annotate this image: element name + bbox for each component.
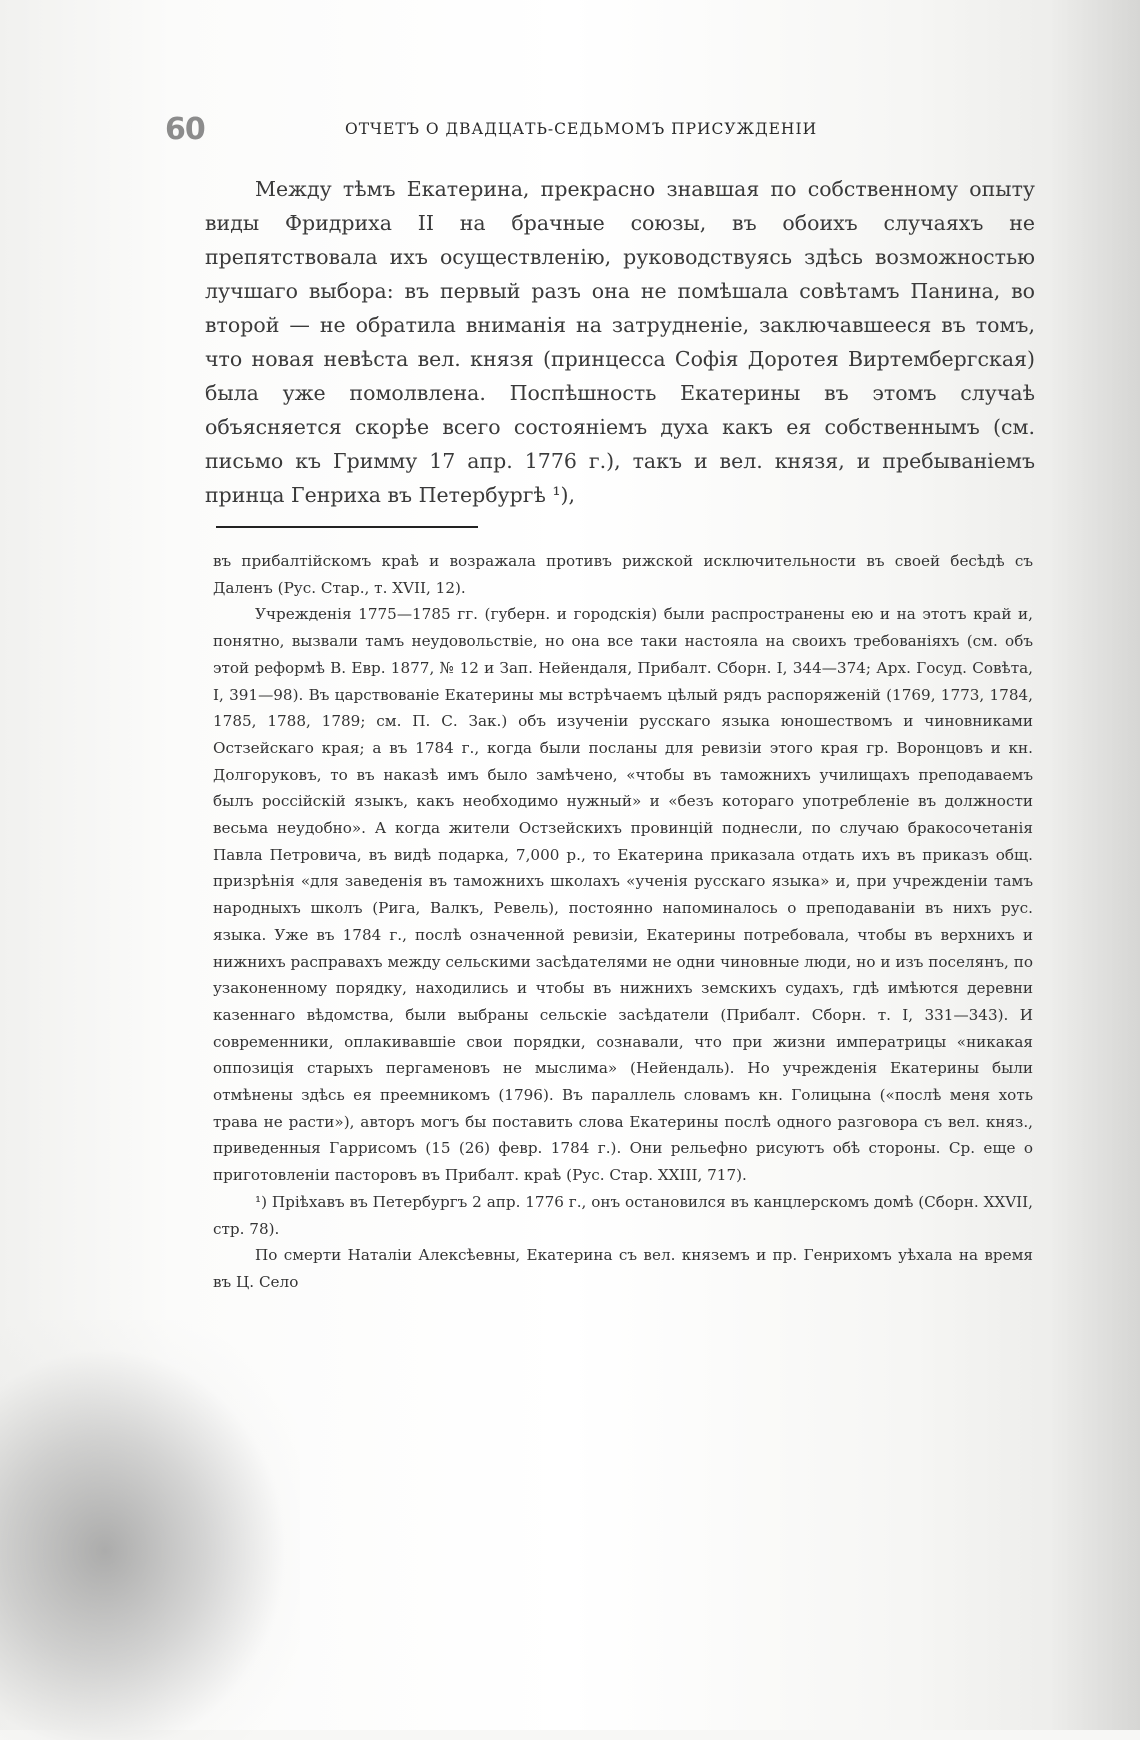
- page-number: 60: [165, 112, 205, 147]
- running-title: ОТЧЕТЪ О ДВАДЦАТЬ-СЕДЬМОМЪ ПРИСУЖДЕНІИ: [345, 120, 818, 138]
- footnote-separator: [216, 526, 478, 528]
- main-paragraph: Между тѣмъ Екатерина, прекрасно знавшая по собственному опыту виды Фридриха II на брачные союзы, въ обоихъ случаяхъ не препятствовала ихъ осуществленію, руководствуясь здѣсь возможностью лучшаго выбора: въ первый разъ она не помѣшала совѣтамъ Панина, во второй — не обратила вниманія на затрудненіе, заключавшееся въ томъ, что новая невѣста вел. князя (принцесса Софія Доротея Виртембергская) была уже помолвлена. Поспѣшность Екатерины въ этомъ случаѣ объясняется скорѣе всего состояніемъ духа какъ ея собственнымъ (см. письмо къ Гримму 17 апр. 1776 г.), такъ и вел. князя, и пребываніемъ принца Генриха въ Петербургѣ ¹),: [205, 177, 1035, 507]
- footnote-paragraph: Учрежденія 1775—1785 гг. (губерн. и городскія) были распространены ею и на этотъ край и, понятно, вызвали тамъ неудовольствіе, но она все таки настояла на своихъ требованіяхъ (см. объ этой реформѣ В. Евр. 1877, № 12 и Зап. Нейендаля, Прибалт. Сборн. I, 344—374; Арх. Госуд. Совѣта, I, 391—98). Въ царствованіе Екатерины мы встрѣчаемъ цѣлый рядъ распоряженій (1769, 1773, 1784, 1785, 1788, 1789; см. П. С. Зак.) объ изученіи русскаго языка юношествомъ и чиновниками Остзейскаго края; а въ 1784 г., когда были посланы для ревизіи этого края гр. Воронцовъ и кн. Долгоруковъ, то въ наказѣ имъ было замѣчено, «чтобы въ таможнихъ училищахъ преподаваемъ былъ россійскій языкъ, какъ необходимо нужный» и «безъ котораго употребленіе въ должности весьма неудобно». А когда жители Остзейскихъ провинцій поднесли, по случаю бракосочетанія Павла Петровича, въ видѣ подарка, 7,000 р., то Екатерина приказала отдать ихъ въ приказъ общ. призрѣнія «для заведенія въ таможнихъ школахъ «ученія русскаго языка» и, при учрежденіи тамъ народныхъ школъ (Рига, Валкъ, Ревель), постоянно напоминалось о преподаваніи въ нихъ рус. языка. Уже въ 1784 г., послѣ означенной ревизіи, Екатерины потребовала, чтобы въ верхнихъ и нижнихъ расправахъ между сельскими засѣдателями не одни чиновные люди, но и изъ поселянъ, по узаконенному порядку, находились и чтобы въ нижнихъ земскихъ судахъ, гдѣ имѣются деревни казеннаго вѣдомства, были выбраны сельскіе засѣдатели (Прибалт. Сборн. т. I, 331—343). И современники, оплакивавшіе свои порядки, сознавали, что при жизни императрицы «никакая оппозиція старыхъ пергаменовъ не мыслима» (Нейендаль). Но учрежденія Екатерины были отмѣнены здѣсь ея преемникомъ (1796). Въ параллель словамъ кн. Голицына («послѣ меня хоть трава не расти»), авторъ могъ бы поставить слова Екатерины послѣ одного разговора съ вел. княз., приведенныя Гаррисомъ (15 (26) февр. 1784 г.). Они рельефно рисуютъ обѣ стороны. Ср. еще о приготовленіи пасторовъ въ Прибалт. краѣ (Рус. Стар. XXIII, 717).: [213, 605, 1033, 1185]
- page-edge-shadow: [1050, 0, 1140, 1730]
- main-text: [205, 172, 1035, 512]
- thumb-shadow: [0, 1320, 300, 1740]
- footnotes: [213, 548, 1033, 1296]
- footnote-continuation: въ прибалтійскомъ краѣ и возражала противъ рижской исключительности въ своей бесѣдѣ съ Даленъ (Рус. Стар., т. XVII, 12).: [213, 552, 1033, 597]
- page-header: [165, 110, 1055, 150]
- footnote-1: ¹) Пріѣхавъ въ Петербургъ 2 апр. 1776 г., онъ остановился въ канцлерскомъ домѣ (Сборн. XXVII, стр. 78).: [213, 1192, 1033, 1238]
- footnote-1-continued: По смерти Наталіи Алексѣевны, Екатерина съ вел. княземъ и пр. Генрихомъ уѣхала на время въ Ц. Село: [213, 1246, 1033, 1291]
